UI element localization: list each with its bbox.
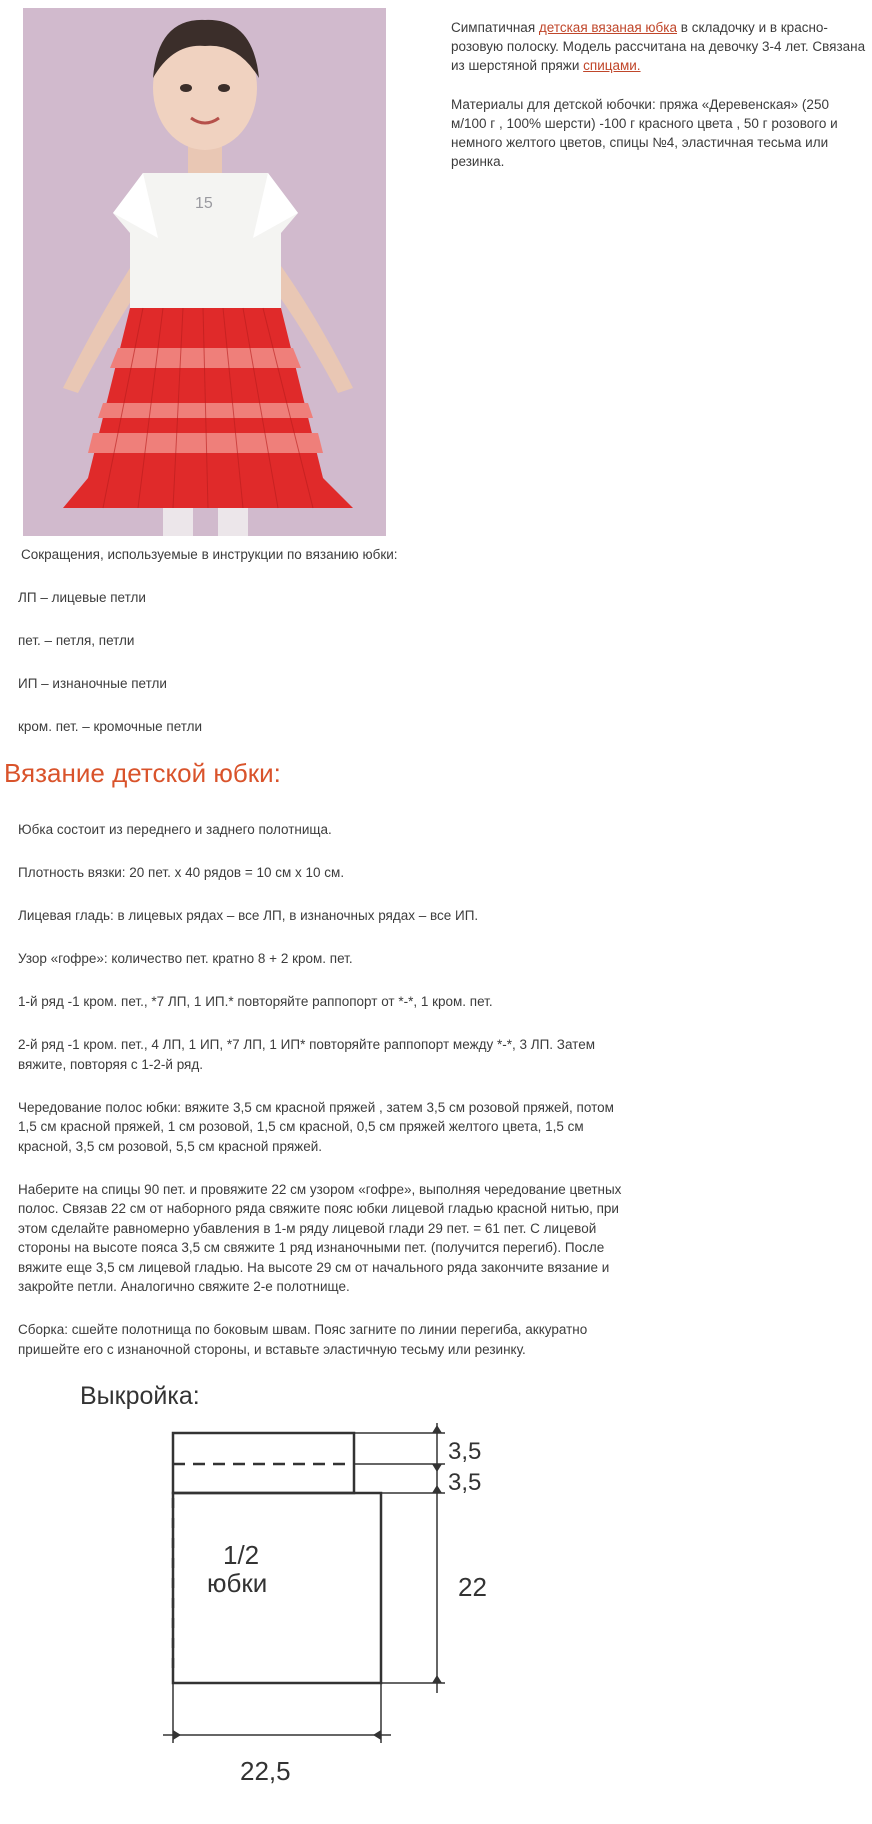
skirt-pattern-diagram — [70, 1378, 540, 1818]
instruction-paragraph: 2-й ряд -1 кром. пет., 4 ЛП, 1 ИП, *7 ЛП, 1 ИП* повторяйте раппопорт между *-*, 3 ЛП. Затем вяжите, повторяя с 1-2-й ряд. — [18, 1037, 595, 1072]
instructions — [18, 820, 698, 1383]
instruction-paragraph: Лицевая гладь: в лицевых рядах – все ЛП, в изнаночных рядах – все ИП. — [18, 908, 479, 923]
svg-text:15: 15 — [195, 195, 213, 212]
dim-band-1: 3,5 — [448, 1438, 482, 1465]
abbreviation-item: кром. пет. – кромочные петли — [18, 719, 203, 734]
instruction-paragraph: 1-й ряд -1 кром. пет., *7 ЛП, 1 ИП.* повторяйте раппопорт от *-*, 1 кром. пет. — [18, 994, 493, 1009]
materials-paragraph: Материалы для детской юбочки: пряжа «Деревенская» (250 м/100 г , 100% шерсти) -100 г красного цвета , 50 г розового и немного желтого цветов, спицы №4, эластичная тесьма или резинка. — [451, 97, 838, 169]
intro-paragraph-1: Симпатичная детская вязаная юбка в складочку и в красно-розовую полоску. Модель рассчитана на девочку 3-4 лет. Связана из шерстяной пряжи спицами. — [451, 20, 866, 73]
skirt-panel-outline — [173, 1493, 381, 1683]
dim-band-2: 3,5 — [448, 1469, 482, 1496]
piece-label-name: юбки — [207, 1568, 268, 1598]
knitting-needles-link[interactable]: спицами. — [583, 58, 641, 73]
piece-label-fraction: 1/2 — [223, 1540, 260, 1570]
dim-width: 22,5 — [240, 1756, 291, 1786]
instruction-paragraph: Узор «гофре»: количество пет. кратно 8 + 2 кром. пет. — [18, 951, 353, 966]
dim-height: 22 — [458, 1572, 487, 1602]
abbreviations-list — [18, 545, 858, 760]
product-photo — [23, 8, 386, 536]
instruction-paragraph: Наберите на спицы 90 пет. и провяжите 22 см узором «гофре», выполняя чередование цветных полос. Связав 22 см от наборного ряда свяжите пояс юбки лицевой гладью красной нитью, при этом сделайте равномерно убавления в 1-м ряду лицевой глади 29 пет. = 61 пет. С лицевой стороны на высоте пояса 3,5 см свяжите 1 ряд изнаночными пет. (получится перегиб). После вяжите еще 3,5 см лицевой гладью. На высоте 29 см от начального ряда закончите вязание и закройте петли. Аналогично свяжите 2-е полотнище. — [18, 1181, 622, 1294]
abbreviation-item: ЛП – лицевые петли — [18, 590, 146, 605]
abbreviation-item: ИП – изнаночные петли — [18, 676, 167, 691]
section-title: Вязание детской юбки: — [4, 758, 281, 788]
abbreviations-heading: Сокращения, используемые в инструкции по вязанию юбки: — [21, 547, 398, 562]
instruction-paragraph: Сборка: сшейте полотнища по боковым швам. Пояс загните по линии перегиба, аккуратно пришейте его с изнаночной стороны, и вставьте эластичную тесьму или резинку. — [18, 1322, 588, 1357]
abbreviation-item: пет. – петля, петли — [18, 633, 135, 648]
instruction-paragraph: Чередование полос юбки: вяжите 3,5 см красной пряжей , затем 3,5 см розовой пряжей, потом 1,5 см красной пряжей, 1 см розовой, 1,5 см красной, 0,5 см пряжей желтого цвета, 1,5 см красной, 3,5 см розовой, 5,5 см красной пряжей. — [18, 1099, 614, 1154]
instruction-paragraph: Плотность вязки: 20 пет. х 40 рядов = 10 см х 10 см. — [18, 865, 345, 880]
knitted-skirt-link[interactable]: детская вязаная юбка — [538, 20, 678, 35]
pattern-title: Выкройка: — [80, 1382, 200, 1410]
intro-text — [451, 18, 866, 191]
instruction-paragraph: Юбка состоит из переднего и заднего полотнища. — [18, 822, 332, 837]
